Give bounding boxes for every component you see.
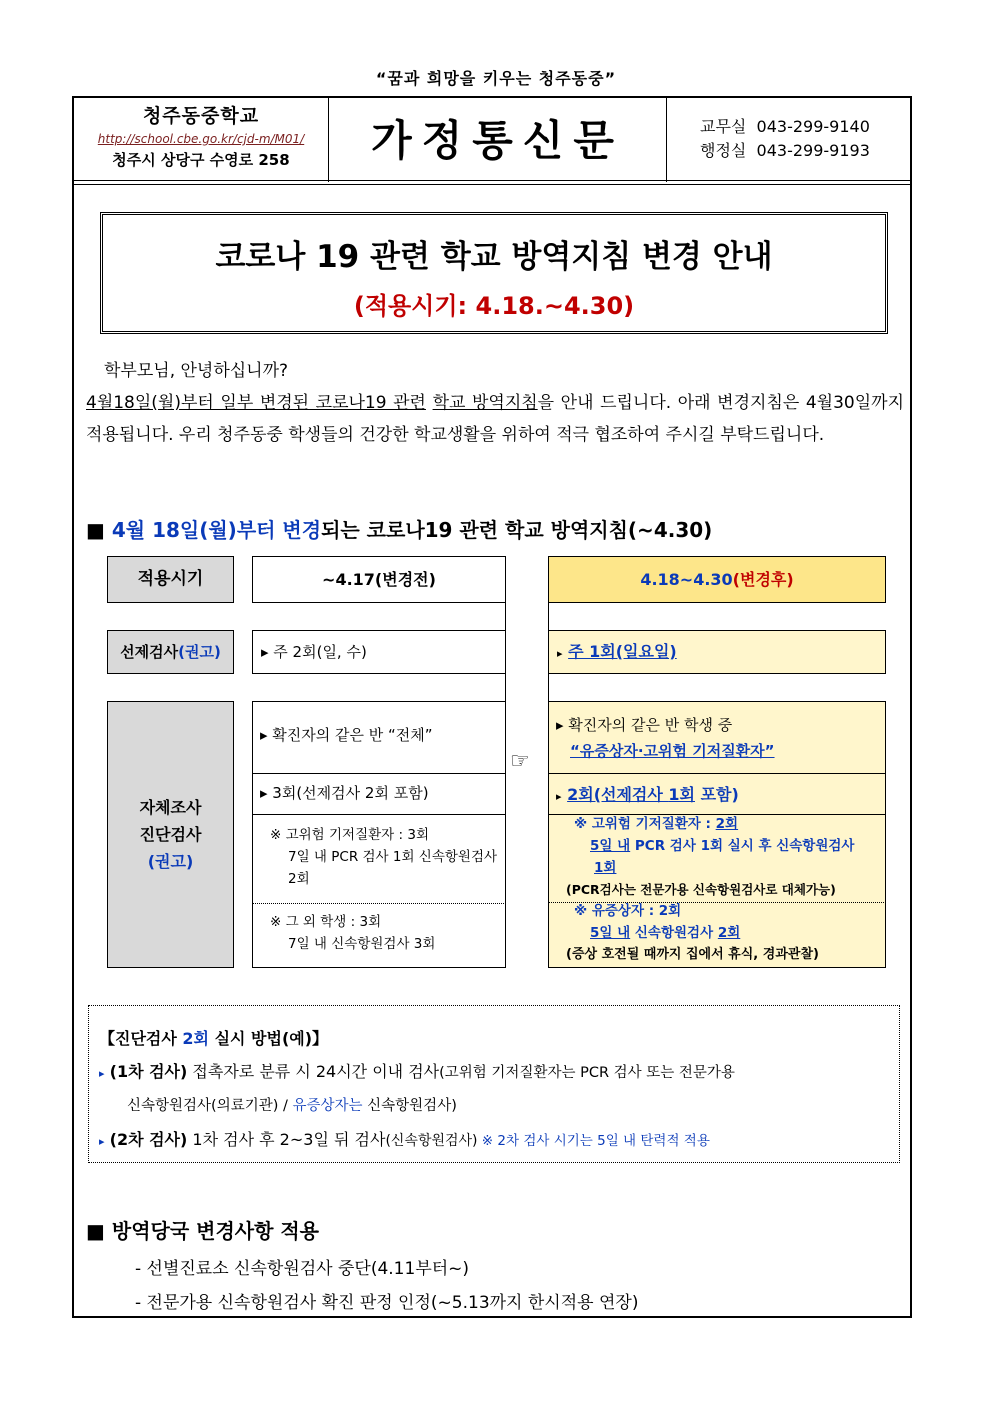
- pointing-hand-icon: ☞: [510, 749, 530, 774]
- section-heading-changes: [86, 514, 712, 543]
- note-line: 1회: [594, 860, 617, 876]
- greeting: 학부모님, 안녕하십니까?: [104, 361, 289, 381]
- r2a-after-line: ▸ 확진자의 같은 반 학생 중: [556, 716, 733, 734]
- method-step-label: (1차 검사): [109, 1062, 188, 1081]
- r2a-after-highlight: “유증상자·고위험 기저질환자”: [570, 742, 775, 760]
- row-divider: [252, 814, 506, 815]
- method-step-text: 접촉자로 분류 시 24시간 이내 검사: [187, 1062, 440, 1081]
- authority-item: - 전문가용 신속항원검사 확진 판정 인정(~5.13까지 한시적용 연장): [135, 1293, 639, 1313]
- school-name: 청주동중학교: [142, 105, 260, 127]
- note-line: [566, 813, 854, 835]
- row-label-text: 자체조사: [139, 798, 202, 817]
- r2b-after-text: 포함): [695, 785, 739, 804]
- method-line-2: [99, 1123, 889, 1158]
- note-line: ※ 유증상자 : 2회: [574, 903, 682, 919]
- section-heading-highlight: 4월 18일(월)부터 변경: [111, 518, 322, 542]
- method-step-text: 1차 검사 후 2~3일 뒤 검사: [187, 1130, 386, 1149]
- row-divider: [252, 903, 506, 904]
- method-step-note: ※ 2차 검사 시기는 5일 내 탄력적 적용: [477, 1133, 710, 1149]
- header-rule: [72, 184, 912, 185]
- contact-row: [700, 139, 870, 163]
- method-box: [88, 1005, 900, 1163]
- square-bullet-icon: ■: [86, 1219, 105, 1243]
- method-step-note: 유증상자는: [292, 1098, 363, 1114]
- header-divider: [666, 96, 667, 182]
- note-count: 2회: [717, 925, 741, 941]
- r2b-after-text: 2회(선제검사: [567, 785, 669, 804]
- r2d-after: [566, 900, 819, 966]
- intro-underline: 4월18일(월)부터 일부 변경된 코로나19 관련: [86, 393, 426, 413]
- note-count: 2회: [715, 816, 739, 832]
- col-label-period: 적용시기: [107, 556, 234, 603]
- intro-rest: 을 안내 드립니다. 아래 변경지침은 4월30일까지 적용됩니다. 우리 청주동중 학생들의 건강한 학교생활을 위하여 적극 협조하여 주시길 부탁드립니다.: [86, 393, 904, 445]
- before-header: ~4.17(변경전): [252, 556, 506, 603]
- note-line: [566, 922, 819, 944]
- note-line: (증상 호전될 때까지 집에서 휴식, 경과관찰): [566, 947, 819, 962]
- section-heading-rest: 되는 코로나19 관련 학교 방역지침(~4.30): [321, 518, 713, 542]
- method-step-note: 신속항원검사(의료기관) /: [127, 1098, 293, 1114]
- method-line-1: [99, 1055, 889, 1090]
- r2b-after-count: 1회: [668, 785, 695, 804]
- note-line: 7일 내 신속항원검사 3회: [288, 936, 436, 952]
- row1-after: [548, 630, 886, 674]
- square-bullet-icon: ■: [86, 518, 105, 542]
- row-label-text: 선제검사: [120, 643, 179, 661]
- note-text: ※ 고위험 기저질환자 :: [574, 816, 716, 832]
- note-text: 5일 내: [590, 838, 631, 854]
- masthead-title: 가정통신문: [371, 116, 624, 165]
- method-step-note: (신속항원검사): [385, 1133, 478, 1149]
- note-text: PCR 검사 1회 실시 후 신속항원검사: [630, 838, 855, 854]
- method-title: [99, 1022, 889, 1055]
- note-line: 2회: [288, 871, 310, 887]
- r2c-before: [270, 824, 497, 890]
- note-text: 신속항원검사: [630, 925, 718, 941]
- row-divider: [548, 773, 886, 774]
- notice-period: (적용시기: 4.18.~4.30): [353, 292, 635, 320]
- note-line: ※ 고위험 기저질환자 : 3회: [270, 827, 429, 843]
- r2d-before: [270, 911, 435, 955]
- contact-phone: 043-299-9193: [756, 141, 870, 160]
- row-label-text: 진단검사: [139, 825, 202, 844]
- triangle-bullet-icon: ▸: [557, 647, 563, 660]
- contact-row: [700, 115, 870, 139]
- school-url-link[interactable]: http://school.cbe.go.kr/cjd-m/M01/: [97, 132, 305, 146]
- notice-title: 코로나 19 관련 학교 방역지침 변경 안내: [215, 239, 773, 275]
- note-line: ※ 그 외 학생 : 3회: [270, 914, 382, 930]
- r2a-before: ▸ 확진자의 같은 반 “전체”: [260, 726, 433, 744]
- row-label-suffix: (권고): [178, 643, 221, 661]
- method-step-note: 신속항원검사): [362, 1098, 457, 1114]
- method-title-text: 【진단검사: [99, 1029, 183, 1048]
- row-label-preemptive: [107, 630, 234, 674]
- note-line: 7일 내 PCR 검사 1회 신속항원검사: [288, 849, 498, 865]
- motto: “꿈과 희망을 키우는 청주동중”: [375, 69, 617, 88]
- after-header: [548, 556, 886, 603]
- triangle-bullet-icon: ▸: [556, 790, 562, 803]
- method-title-count: 2회: [182, 1029, 209, 1048]
- row1-after-text: 주 1회(일요일): [568, 642, 677, 661]
- row-label-suffix: (권고): [147, 852, 194, 871]
- triangle-bullet-icon: ▸: [99, 1067, 105, 1080]
- note-line: [566, 835, 854, 857]
- note-line: (PCR검사는 전문가용 신속항원검사로 대체가능): [566, 882, 836, 897]
- after-header-date: 4.18~4.30: [640, 570, 733, 589]
- r2c-after: [566, 813, 854, 901]
- note-text: 5일 내: [590, 925, 631, 941]
- header-rule: [72, 180, 912, 181]
- r2b-after: [556, 782, 739, 805]
- intro-text: [86, 355, 904, 451]
- authority-item: - 선별진료소 신속항원검사 중단(4.11부터~): [135, 1259, 470, 1279]
- row-divider: [252, 773, 506, 774]
- row-label-selfcheck: [107, 701, 234, 968]
- row1-before: ▸ 주 2회(일, 수): [252, 630, 506, 674]
- school-address: 청주시 상당구 수영로 258: [112, 151, 290, 169]
- r2b-before: ▸ 3회(선제검사 2회 포함): [260, 784, 429, 802]
- method-line-1-cont: [99, 1090, 889, 1123]
- contact-label: 교무실: [700, 117, 747, 136]
- intro-paragraph: [86, 387, 904, 451]
- method-step-note: (고위험 기저질환자는 PCR 검사 또는 전문가용: [439, 1065, 735, 1081]
- r2a-after: [556, 712, 775, 764]
- school-info: [74, 101, 328, 170]
- method-step-label: (2차 검사): [109, 1130, 188, 1149]
- after-header-suffix: (변경후): [732, 570, 794, 589]
- triangle-bullet-icon: ▸: [99, 1135, 105, 1148]
- contact-label: 행정실: [700, 141, 747, 160]
- section-heading-text: 방역당국 변경사항 적용: [111, 1219, 320, 1243]
- contact-info: [700, 115, 870, 163]
- section-heading-authority: [86, 1215, 319, 1244]
- title-box: [100, 212, 888, 334]
- contact-phone: 043-299-9140: [756, 117, 870, 136]
- intro-space: [426, 393, 433, 413]
- intro-underline: 학교 방역지침: [432, 393, 538, 413]
- method-title-text: 실시 방법(예)】: [209, 1029, 329, 1048]
